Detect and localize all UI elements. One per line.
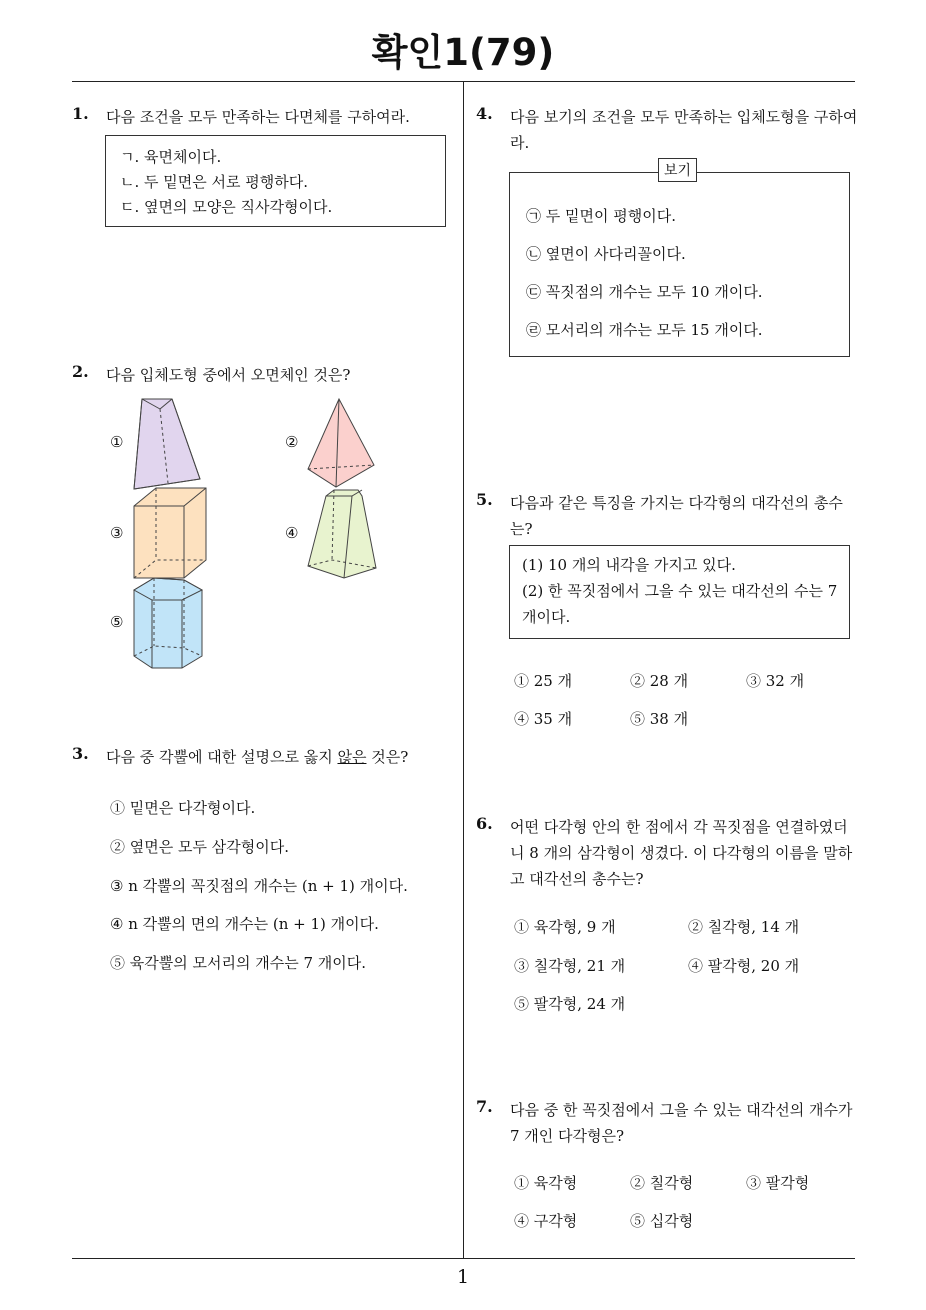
- example-box-label: 보기: [658, 158, 697, 182]
- option-label-2: ②: [285, 433, 299, 451]
- option-3[interactable]: ③ 칠각형, 21 개: [514, 957, 626, 975]
- option-5[interactable]: ⑤ 38 개: [630, 710, 689, 728]
- option-2[interactable]: ② 칠각형, 14 개: [688, 918, 800, 936]
- question-text: 다음 조건을 모두 만족하는 다면체를 구하여라.: [106, 108, 410, 126]
- option-label-4: ④: [285, 524, 299, 542]
- condition-item: ㄷ. 옆면의 모양은 직사각형이다.: [120, 198, 333, 216]
- condition-item: ㄱ. 육면체이다.: [120, 148, 222, 166]
- triangular-frustum-figure: [130, 397, 205, 492]
- option-2[interactable]: ② 28 개: [630, 672, 689, 690]
- question-text-part: 다음 중 각뿔에 대한 설명으로 옳지: [106, 748, 338, 766]
- square-frustum-figure: [304, 488, 384, 583]
- condition-item: ㄴ. 두 밑면은 서로 평행하다.: [120, 173, 308, 191]
- option-4[interactable]: ④ 팔각형, 20 개: [688, 957, 800, 975]
- question-6: [476, 814, 861, 1019]
- question-text: 다음 입체도형 중에서 오면체인 것은?: [106, 366, 351, 384]
- question-1: [72, 104, 447, 234]
- question-4: [476, 104, 861, 359]
- option-2[interactable]: ② 칠각형: [630, 1174, 694, 1192]
- question-7: [476, 1097, 861, 1237]
- question-text: 다음 중 한 꼭짓점에서 그을 수 있는 대각선의 개수가 7 개인 다각형은?: [510, 1101, 853, 1145]
- bottom-rule: [72, 1258, 855, 1259]
- question-text: [106, 744, 408, 770]
- question-text: 다음 보기의 조건을 모두 만족하는 입체도형을 구하여라.: [510, 108, 858, 152]
- option-2[interactable]: ② 옆면은 모두 삼각형이다.: [110, 838, 289, 856]
- question-number: 1.: [72, 104, 89, 123]
- page-title: 확인1(79): [371, 31, 555, 74]
- question-5: [476, 490, 861, 735]
- question-2: [72, 362, 447, 682]
- conditions-box: [105, 135, 446, 227]
- rectangular-prism-figure: [130, 486, 210, 581]
- question-text: 다음과 같은 특징을 가지는 다각형의 대각선의 총수는?: [510, 494, 843, 538]
- question-number: 7.: [476, 1097, 493, 1116]
- option-1[interactable]: ① 밑면은 다각형이다.: [110, 799, 256, 817]
- page-number: 1: [456, 1266, 470, 1288]
- conditions-box: [509, 545, 850, 639]
- option-5[interactable]: ⑤ 팔각형, 24 개: [514, 995, 626, 1013]
- option-label-5: ⑤: [110, 613, 124, 631]
- question-number: 5.: [476, 490, 493, 509]
- hexagonal-prism-figure: [132, 576, 207, 672]
- option-3[interactable]: ③ 32 개: [746, 672, 805, 690]
- question-text: 어떤 다각형 안의 한 점에서 각 꼭짓점을 연결하였더니 8 개의 삼각형이 생겼다. 이 다각형의 이름을 말하고 대각선의 총수는?: [510, 818, 853, 888]
- option-1[interactable]: ① 육각형: [514, 1174, 578, 1192]
- condition-item: (2) 한 꼭짓점에서 그을 수 있는 대각선의 수는 7: [522, 582, 838, 600]
- example-box: [509, 172, 850, 357]
- triangular-pyramid-figure: [304, 397, 379, 492]
- option-1[interactable]: ① 육각형, 9 개: [514, 918, 616, 936]
- option-label-1: ①: [110, 433, 124, 451]
- option-3[interactable]: ③ n 각뿔의 꼭짓점의 개수는 (n + 1) 개이다.: [110, 877, 408, 895]
- question-number: 2.: [72, 362, 89, 381]
- emphasis-text: 않은: [337, 748, 367, 766]
- option-1[interactable]: ① 25 개: [514, 672, 573, 690]
- option-4[interactable]: ④ 35 개: [514, 710, 573, 728]
- condition-item: ㉡ 옆면이 사다리꼴이다.: [526, 245, 686, 263]
- condition-item: ㉢ 꼭짓점의 개수는 모두 10 개이다.: [526, 283, 763, 301]
- option-5[interactable]: ⑤ 십각형: [630, 1212, 694, 1230]
- question-text-part: 것은?: [366, 748, 409, 766]
- question-number: 6.: [476, 814, 493, 833]
- condition-item: ㉣ 모서리의 개수는 모두 15 개이다.: [526, 321, 763, 339]
- column-divider: [463, 82, 464, 1258]
- question-3: [72, 744, 447, 979]
- condition-item: (1) 10 개의 내각을 가지고 있다.: [522, 556, 736, 574]
- option-label-3: ③: [110, 524, 124, 542]
- question-number: 4.: [476, 104, 493, 123]
- question-number: 3.: [72, 744, 89, 763]
- option-4[interactable]: ④ n 각뿔의 면의 개수는 (n + 1) 개이다.: [110, 915, 379, 933]
- option-3[interactable]: ③ 팔각형: [746, 1174, 810, 1192]
- condition-item: ㉠ 두 밑면이 평행이다.: [526, 207, 676, 225]
- option-5[interactable]: ⑤ 육각뿔의 모서리의 개수는 7 개이다.: [110, 954, 367, 972]
- option-4[interactable]: ④ 구각형: [514, 1212, 578, 1230]
- condition-item: 개이다.: [522, 608, 571, 626]
